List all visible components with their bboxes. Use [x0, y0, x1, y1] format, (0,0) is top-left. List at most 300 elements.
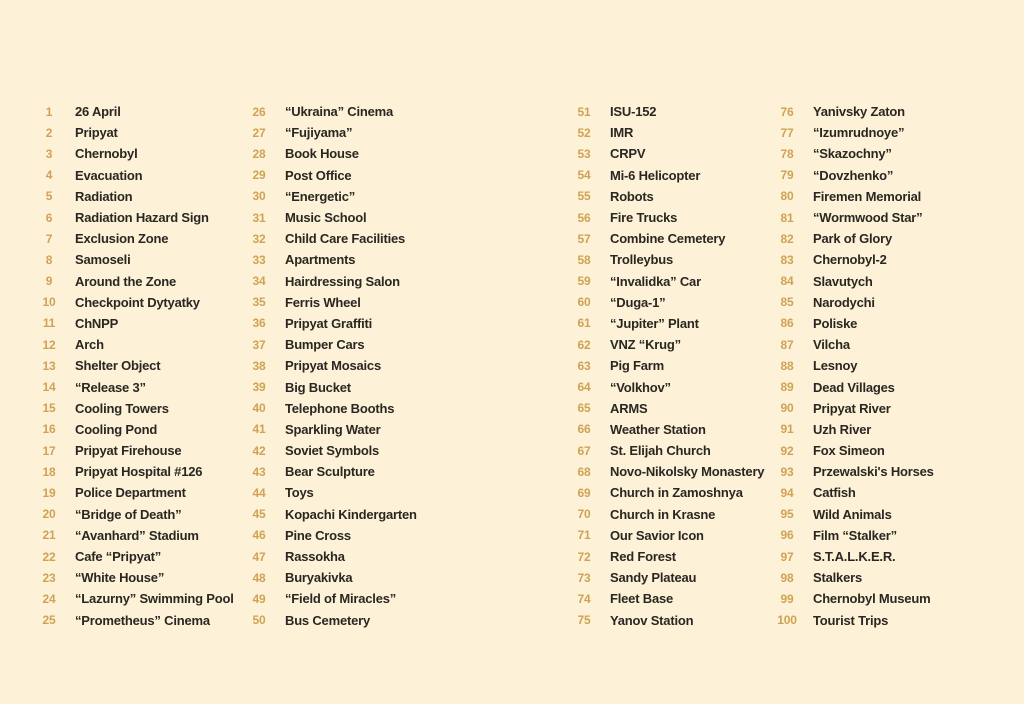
list-item — [768, 334, 998, 355]
item-number: 49 — [252, 591, 266, 606]
list-item — [565, 355, 795, 376]
item-number: 33 — [252, 252, 266, 267]
item-label: Firemen Memorial — [813, 188, 922, 204]
list-item — [565, 525, 795, 546]
item-number: 22 — [42, 549, 56, 564]
list-item — [768, 461, 998, 482]
list-item — [30, 143, 260, 164]
list-item — [30, 440, 260, 461]
item-label: Soviet Symbols — [285, 443, 380, 459]
list-item — [240, 461, 470, 482]
item-label: “Wormwood Star” — [813, 210, 923, 226]
item-number: 45 — [252, 507, 266, 522]
list-item — [565, 228, 795, 249]
item-label: Robots — [610, 188, 654, 204]
item-label: Lesnoy — [813, 358, 858, 374]
list-item — [768, 186, 998, 207]
item-number: 11 — [42, 316, 56, 331]
item-label: Bumper Cars — [285, 337, 365, 353]
item-label: Bus Cemetery — [285, 612, 371, 628]
list-item — [240, 567, 470, 588]
list-item — [30, 165, 260, 186]
list-item — [768, 165, 998, 186]
item-label: Church in Krasne — [610, 506, 716, 522]
list-item — [768, 143, 998, 164]
item-number: 91 — [780, 422, 794, 437]
item-label: Bear Sculpture — [285, 464, 375, 480]
item-label: Telephone Booths — [285, 400, 395, 416]
item-label: Buryakivka — [285, 570, 353, 586]
list-item — [240, 186, 470, 207]
item-number: 61 — [577, 316, 591, 331]
item-label: Child Care Facilities — [285, 231, 406, 247]
item-label: Post Office — [285, 167, 352, 183]
item-label: Sandy Plateau — [610, 570, 697, 586]
list-item — [565, 101, 795, 122]
item-label: “Field of Miracles” — [285, 591, 397, 607]
item-number: 60 — [577, 295, 591, 310]
item-label: Evacuation — [75, 167, 143, 183]
item-number: 79 — [780, 168, 794, 183]
item-label: Yanov Station — [610, 612, 694, 628]
item-number: 88 — [780, 358, 794, 373]
item-number: 80 — [780, 189, 794, 204]
item-number: 73 — [577, 570, 591, 585]
item-number: 23 — [42, 570, 56, 585]
list-item — [768, 546, 998, 567]
item-label: 26 April — [75, 104, 121, 120]
item-label: Pripyat Hospital #126 — [75, 464, 203, 480]
item-label: “Duga-1” — [610, 294, 666, 310]
item-label: Church in Zamoshnya — [610, 485, 743, 501]
list-item — [565, 249, 795, 270]
list-item — [30, 122, 260, 143]
list-item — [240, 525, 470, 546]
item-label: “Ukraina” Cinema — [285, 104, 394, 120]
list-item — [565, 165, 795, 186]
item-number: 59 — [577, 274, 591, 289]
list-item — [768, 376, 998, 397]
item-number: 2 — [45, 125, 53, 140]
list-item — [240, 376, 470, 397]
item-number: 83 — [780, 252, 794, 267]
item-label: Trolleybus — [610, 252, 674, 268]
list-item — [240, 398, 470, 419]
item-label: ChNPP — [75, 315, 119, 331]
item-label: ARMS — [610, 400, 648, 416]
item-number: 57 — [577, 231, 591, 246]
item-label: “Skazochny” — [813, 146, 892, 162]
item-number: 62 — [577, 337, 591, 352]
item-number: 69 — [577, 485, 591, 500]
list-item — [240, 165, 470, 186]
list-item — [30, 186, 260, 207]
item-number: 18 — [42, 464, 56, 479]
list-item — [565, 271, 795, 292]
list-item — [30, 355, 260, 376]
item-label: Fire Trucks — [610, 210, 678, 226]
list-item — [30, 504, 260, 525]
list-item — [565, 440, 795, 461]
item-number: 12 — [42, 337, 56, 352]
list-item — [30, 610, 260, 631]
item-label: Book House — [285, 146, 359, 162]
item-number: 93 — [780, 464, 794, 479]
item-label: Narodychi — [813, 294, 875, 310]
item-label: Vilcha — [813, 337, 850, 353]
list-item — [768, 610, 998, 631]
list-item — [240, 143, 470, 164]
item-label: Sparkling Water — [285, 421, 381, 437]
item-label: Pig Farm — [610, 358, 665, 374]
item-label: Exclusion Zone — [75, 231, 169, 247]
item-number: 77 — [780, 125, 794, 140]
list-item — [565, 419, 795, 440]
item-number: 8 — [45, 252, 53, 267]
item-number: 97 — [780, 549, 794, 564]
list-item — [30, 292, 260, 313]
item-label: “Avanhard” Stadium — [75, 527, 199, 543]
list-item — [240, 101, 470, 122]
item-number: 24 — [42, 591, 56, 606]
item-number: 71 — [577, 528, 591, 543]
item-number: 53 — [577, 146, 591, 161]
item-label: Fox Simeon — [813, 443, 885, 459]
item-number: 16 — [42, 422, 56, 437]
item-label: Stalkers — [813, 570, 862, 586]
item-label: Shelter Object — [75, 358, 161, 374]
list-item — [240, 271, 470, 292]
item-number: 42 — [252, 443, 266, 458]
list-item — [565, 610, 795, 631]
list-item — [768, 228, 998, 249]
list-item — [768, 398, 998, 419]
item-number: 41 — [252, 422, 266, 437]
item-label: Samoseli — [75, 252, 131, 268]
item-label: Combine Cemetery — [610, 231, 726, 247]
item-label: Ferris Wheel — [285, 294, 361, 310]
list-item — [768, 504, 998, 525]
item-number: 81 — [780, 210, 794, 225]
item-label: Radiation — [75, 188, 133, 204]
list-item — [768, 567, 998, 588]
list-item — [768, 313, 998, 334]
list-item — [30, 207, 260, 228]
item-number: 5 — [45, 189, 53, 204]
item-label: Fleet Base — [610, 591, 674, 607]
item-label: Pine Cross — [285, 527, 351, 543]
item-number: 58 — [577, 252, 591, 267]
item-label: “Volkhov” — [610, 379, 671, 395]
item-label: Toys — [285, 485, 314, 501]
item-label: Film “Stalker” — [813, 527, 897, 543]
list-item — [240, 334, 470, 355]
list-item — [768, 122, 998, 143]
item-label: Pripyat Firehouse — [75, 443, 182, 459]
item-number: 72 — [577, 549, 591, 564]
item-number: 40 — [252, 401, 266, 416]
list-item — [240, 504, 470, 525]
list-item — [30, 588, 260, 609]
list-item — [240, 313, 470, 334]
item-label: Kopachi Kindergarten — [285, 506, 417, 522]
list-item — [565, 504, 795, 525]
item-number: 100 — [777, 613, 797, 628]
item-number: 55 — [577, 189, 591, 204]
list-item — [565, 186, 795, 207]
item-label: “Fujiyama” — [285, 125, 353, 141]
item-number: 17 — [42, 443, 56, 458]
list-item — [30, 567, 260, 588]
list-item — [768, 355, 998, 376]
item-label: Chernobyl Museum — [813, 591, 931, 607]
list-item — [30, 419, 260, 440]
item-number: 39 — [252, 380, 266, 395]
item-label: “Release 3” — [75, 379, 146, 395]
list-item — [565, 461, 795, 482]
list-item — [30, 101, 260, 122]
list-item — [30, 271, 260, 292]
item-number: 89 — [780, 380, 794, 395]
list-item — [240, 249, 470, 270]
item-number: 38 — [252, 358, 266, 373]
item-number: 52 — [577, 125, 591, 140]
item-label: “Dovzhenko” — [813, 167, 894, 183]
item-label: Pripyat River — [813, 400, 891, 416]
item-number: 78 — [780, 146, 794, 161]
list-item — [565, 207, 795, 228]
item-number: 31 — [252, 210, 266, 225]
item-number: 14 — [42, 380, 56, 395]
item-number: 96 — [780, 528, 794, 543]
item-number: 95 — [780, 507, 794, 522]
item-label: Apartments — [285, 252, 356, 268]
list-item — [768, 588, 998, 609]
item-number: 76 — [780, 104, 794, 119]
item-number: 98 — [780, 570, 794, 585]
list-item — [30, 249, 260, 270]
item-label: Mi-6 Helicopter — [610, 167, 701, 183]
item-number: 90 — [780, 401, 794, 416]
item-label: Pripyat Graffiti — [285, 315, 373, 331]
item-number: 3 — [45, 146, 53, 161]
item-label: Big Bucket — [285, 379, 351, 395]
item-number: 56 — [577, 210, 591, 225]
item-number: 10 — [42, 295, 56, 310]
item-label: “Izumrudnoye” — [813, 125, 905, 141]
item-label: Yanivsky Zaton — [813, 104, 905, 120]
item-label: Hairdressing Salon — [285, 273, 400, 289]
list-item — [565, 398, 795, 419]
list-item — [565, 567, 795, 588]
item-label: S.T.A.L.K.E.R. — [813, 549, 896, 565]
item-label: VNZ “Krug” — [610, 337, 681, 353]
list-item — [768, 249, 998, 270]
item-label: “Lazurny” Swimming Pool — [75, 591, 234, 607]
item-number: 26 — [252, 104, 266, 119]
item-number: 7 — [45, 231, 53, 246]
item-label: Chernobyl-2 — [813, 252, 887, 268]
item-label: Police Department — [75, 485, 186, 501]
item-number: 1 — [45, 104, 53, 119]
item-label: St. Elijah Church — [610, 443, 711, 459]
item-label: Chernobyl — [75, 146, 138, 162]
item-label: ISU-152 — [610, 104, 657, 120]
list-item — [240, 482, 470, 503]
item-number: 48 — [252, 570, 266, 585]
item-number: 92 — [780, 443, 794, 458]
item-number: 13 — [42, 358, 56, 373]
item-label: IMR — [610, 125, 634, 141]
contents-column-4 — [768, 101, 998, 631]
item-label: “Invalidka” Car — [610, 273, 701, 289]
item-number: 47 — [252, 549, 266, 564]
item-number: 30 — [252, 189, 266, 204]
list-item — [30, 461, 260, 482]
list-item — [768, 440, 998, 461]
item-number: 44 — [252, 485, 266, 500]
item-number: 51 — [577, 104, 591, 119]
item-number: 68 — [577, 464, 591, 479]
item-number: 65 — [577, 401, 591, 416]
list-item — [240, 440, 470, 461]
list-item — [30, 482, 260, 503]
contents-column-1 — [30, 101, 260, 631]
item-number: 66 — [577, 422, 591, 437]
item-number: 87 — [780, 337, 794, 352]
list-item — [768, 101, 998, 122]
item-number: 21 — [42, 528, 56, 543]
item-label: Park of Glory — [813, 231, 893, 247]
item-label: Rassokha — [285, 549, 345, 565]
item-label: “Prometheus” Cinema — [75, 612, 210, 628]
item-label: Cafe “Pripyat” — [75, 549, 162, 565]
item-number: 43 — [252, 464, 266, 479]
list-item — [768, 207, 998, 228]
item-number: 36 — [252, 316, 266, 331]
item-number: 84 — [780, 274, 794, 289]
item-number: 35 — [252, 295, 266, 310]
item-number: 34 — [252, 274, 266, 289]
list-item — [768, 271, 998, 292]
item-number: 46 — [252, 528, 266, 543]
item-number: 28 — [252, 146, 266, 161]
item-number: 50 — [252, 613, 266, 628]
contents-column-2 — [240, 101, 470, 631]
list-item — [240, 228, 470, 249]
list-item — [768, 525, 998, 546]
item-number: 27 — [252, 125, 266, 140]
item-number: 75 — [577, 613, 591, 628]
item-number: 82 — [780, 231, 794, 246]
list-item — [240, 419, 470, 440]
item-label: Arch — [75, 337, 104, 353]
item-label: “White House” — [75, 570, 165, 586]
list-item — [240, 292, 470, 313]
list-item — [30, 313, 260, 334]
item-number: 63 — [577, 358, 591, 373]
item-number: 9 — [45, 274, 53, 289]
list-item — [30, 376, 260, 397]
item-label: Catfish — [813, 485, 856, 501]
list-item — [30, 398, 260, 419]
item-label: Cooling Pond — [75, 421, 158, 437]
list-item — [768, 419, 998, 440]
item-number: 32 — [252, 231, 266, 246]
item-number: 74 — [577, 591, 591, 606]
item-label: Our Savior Icon — [610, 527, 704, 543]
list-item — [565, 376, 795, 397]
list-item — [565, 122, 795, 143]
list-item — [240, 546, 470, 567]
item-number: 86 — [780, 316, 794, 331]
item-label: Uzh River — [813, 421, 872, 437]
item-number: 67 — [577, 443, 591, 458]
list-item — [565, 292, 795, 313]
list-item — [768, 482, 998, 503]
list-item — [240, 207, 470, 228]
list-item — [30, 525, 260, 546]
item-number: 64 — [577, 380, 591, 395]
item-label: “Bridge of Death” — [75, 506, 182, 522]
list-item — [565, 546, 795, 567]
list-item — [565, 334, 795, 355]
item-label: “Jupiter” Plant — [610, 315, 699, 331]
list-item — [30, 334, 260, 355]
list-item — [240, 588, 470, 609]
item-label: “Energetic” — [285, 188, 356, 204]
item-label: Dead Villages — [813, 379, 895, 395]
contents-column-3 — [565, 101, 795, 631]
list-item — [565, 313, 795, 334]
item-number: 19 — [42, 485, 56, 500]
item-label: Checkpoint Dytyatky — [75, 294, 200, 310]
list-item — [240, 122, 470, 143]
item-number: 85 — [780, 295, 794, 310]
item-number: 94 — [780, 485, 794, 500]
list-item — [565, 143, 795, 164]
item-label: Slavutych — [813, 273, 873, 289]
item-label: Wild Animals — [813, 506, 892, 522]
item-number: 20 — [42, 507, 56, 522]
list-item — [768, 292, 998, 313]
item-label: Cooling Towers — [75, 400, 169, 416]
list-item — [565, 482, 795, 503]
list-item — [30, 228, 260, 249]
item-label: Tourist Trips — [813, 612, 889, 628]
list-item — [240, 610, 470, 631]
item-number: 54 — [577, 168, 591, 183]
item-label: Przewalski's Horses — [813, 464, 934, 480]
item-number: 15 — [42, 401, 56, 416]
item-label: Poliske — [813, 315, 858, 331]
item-number: 4 — [45, 168, 53, 183]
item-label: Red Forest — [610, 549, 676, 565]
item-label: Music School — [285, 210, 367, 226]
item-label: Pripyat — [75, 125, 118, 141]
item-number: 6 — [45, 210, 53, 225]
item-label: Around the Zone — [75, 273, 176, 289]
list-item — [240, 355, 470, 376]
item-number: 37 — [252, 337, 266, 352]
list-item — [30, 546, 260, 567]
item-label: Novo-Nikolsky Monastery — [610, 464, 765, 480]
item-number: 29 — [252, 168, 266, 183]
item-label: Weather Station — [610, 421, 706, 437]
item-number: 70 — [577, 507, 591, 522]
list-item — [565, 588, 795, 609]
item-label: Radiation Hazard Sign — [75, 210, 209, 226]
